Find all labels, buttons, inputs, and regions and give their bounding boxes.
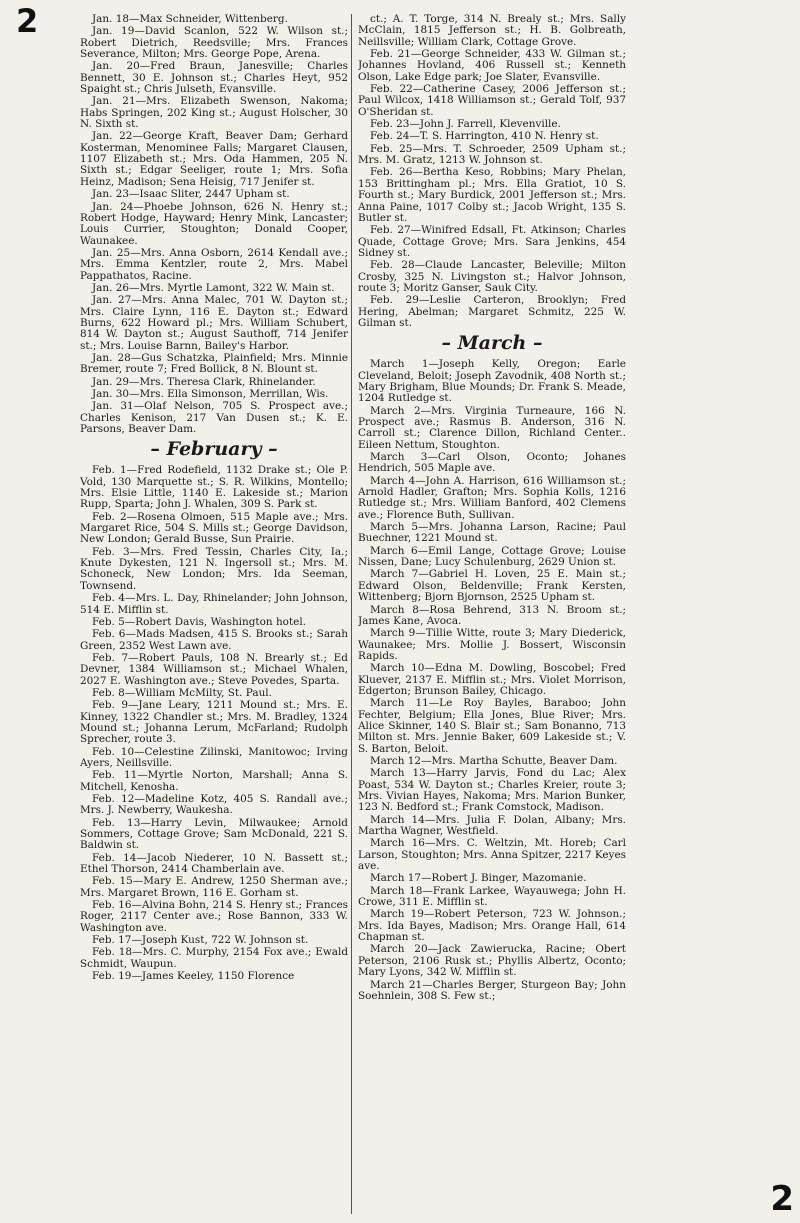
entry-jan-28: Jan. 28—Gus Schatzka, Plainfield; Mrs. Minnie Bremer, route 7; Fred Bollick, 8 N. Blount st. bbox=[80, 351, 348, 376]
entry-mar-17: March 17—Robert J. Binger, Mazomanie. bbox=[370, 872, 587, 885]
entry-jan-19: Jan. 19—David Scanlon, 522 W. Wilson st.; Robert Dietrich, Reedsville; Mrs. Frances Severance, Milton; Mrs. George Pope, Arena. bbox=[80, 25, 348, 61]
entry-feb-26: Feb. 26—Bertha Keso, Robbins; Mary Phelan, 153 Brittingham pl.; Mrs. Ella Gratiot, 10 S. Fourth st.; Mary Burdick, 2001 Jefferson st.; Mrs. Anna Paine, 1017 Colby st.; Jacob Wright, 135 S. Butler st. bbox=[358, 166, 626, 224]
entry-mar-2: March 2—Mrs. Virginia Turneaure, 166 N. Prospect ave.; Rasmus B. Anderson, 316 N. Carroll st.; Clarence Dillon, Richland Center.. Eileen Nettum, Stoughton. bbox=[358, 404, 626, 451]
entry-mar-20: March 20—Jack Zawierucka, Racine; Obert Peterson, 2106 Rusk st.; Phyllis Albertz, Oconto; Mary Lyons, 342 W. Mifflin st. bbox=[358, 943, 626, 979]
march-entries bbox=[358, 359, 626, 1002]
entry-jan-24: Jan. 24—Phoebe Johnson, 626 N. Henry st.; Robert Hodge, Hayward; Henry Mink, Lancaster; Louis Currier, Stoughton; Donald Cooper, Waunakee. bbox=[80, 200, 348, 247]
right-column bbox=[358, 14, 626, 1219]
entry-feb-10: Feb. 10—Celestine Zilinski, Manitowoc; Irving Ayers, Neillsville. bbox=[80, 745, 348, 769]
entry-mar-14: March 14—Mrs. Julia F. Dolan, Albany; Mrs. Martha Wagner, Westfield. bbox=[358, 813, 626, 838]
entry-feb-1: Feb. 1—Fred Rodefield, 1132 Drake st.; Ole P. Vold, 130 Marquette st.; S. R. Wilkins, Montello; Mrs. Elsie Little, 1140 E. Lakeside st.; Marion Rupp, Sparta; John J. Whalen, 309 S. Park st. bbox=[80, 464, 348, 511]
entry-feb-29: Feb. 29—Leslie Carteron, Brooklyn; Fred Hering, Abelman; Margaret Schmitz, 225 W. Gilman st. bbox=[358, 294, 626, 329]
entry-feb-18: Feb. 18—Mrs. C. Murphy, 2154 Fox ave.; Ewald Schmidt, Waupun. bbox=[80, 946, 348, 970]
entry-feb-7: Feb. 7—Robert Pauls, 108 N. Brearly st.; Ed Devner, 1384 Williamson st.; Michael Whalen, 2027 E. Washington ave.; Steve Povedes, Sparta. bbox=[80, 651, 348, 687]
entry-jan-23: Jan. 23—Isaac Sliter, 2447 Upham st. bbox=[92, 188, 290, 201]
entry-mar-19: March 19—Robert Peterson, 723 W. Johnson.; Mrs. Ida Bayes, Madison; Mrs. Orange Hall, 614 Chapman st. bbox=[358, 908, 626, 944]
entry-jan-22: Jan. 22—George Kraft, Beaver Dam; Gerhard Kosterman, Menominee Falls; Margaret Clausen, 1107 Elizabeth st.; Mrs. Oda Hammen, 205 N. Sixth st.; Edgar Seeliger, route 1; Mrs. Sofia Heinz, Madison; Sena Heisig, 717 Jenifer st. bbox=[80, 130, 348, 188]
entry-feb-6: Feb. 6—Mads Madsen, 415 S. Brooks st.; Sarah Green, 2352 West Lawn ave. bbox=[80, 628, 348, 652]
february-continued-entries bbox=[358, 14, 626, 329]
entry-jan-31: Jan. 31—Olaf Nelson, 705 S. Prospect ave.; Charles Kenison, 217 Van Dusen st.; K. E. Parsons, Beaver Dam. bbox=[80, 400, 348, 436]
page-number: 2 bbox=[16, 2, 39, 40]
corner-page-mark: 2 bbox=[770, 1179, 794, 1219]
entry-mar-8: March 8—Rosa Behrend, 313 N. Broom st.; James Kane, Avoca. bbox=[358, 603, 626, 627]
february-entries bbox=[80, 465, 348, 982]
entry-feb-2: Feb. 2—Rosena Olmoen, 515 Maple ave.; Mrs. Margaret Rice, 504 S. Mills st.; George Davidson, New London; Gerald Busse, Sun Prairie. bbox=[80, 510, 348, 546]
entry-mar-5: March 5—Mrs. Johanna Larson, Racine; Paul Buechner, 1221 Mound st. bbox=[358, 521, 626, 545]
entry-feb-12: Feb. 12—Madeline Kotz, 405 S. Randall ave.; Mrs. J. Newberry, Waukesha. bbox=[80, 793, 348, 817]
entry-feb-19-continued: ct.; A. T. Torge, 314 N. Brealy st.; Mrs. Sally McClain, 1815 Jefferson st.; H. B. Golbreath, Neillsville; William Clark, Cottage Grove. bbox=[358, 14, 626, 48]
entry-feb-19: Feb. 19—James Keeley, 1150 Florence bbox=[92, 970, 295, 983]
entry-jan-18: Jan. 18—Max Schneider, Wittenberg. bbox=[92, 14, 288, 25]
entry-jan-20: Jan. 20—Fred Braun, Janesville; Charles Bennett, 30 E. Johnson st.; Charles Heyt, 952 Spaight st.; Chris Julseth, Evansville. bbox=[80, 60, 348, 96]
entry-feb-15: Feb. 15—Mary E. Andrew, 1250 Sherman ave.; Mrs. Margaret Brown, 116 E. Gorham st. bbox=[80, 875, 348, 899]
column-divider bbox=[351, 14, 352, 1214]
entry-mar-11: March 11—Le Roy Bayles, Baraboo; John Fechter, Belgium; Ella Jones, Blue River; Mrs. Alice Skinner, 140 S. Blair st.; Sam Bonanno, 713 Milton st. Mrs. Jennie Baker, 609 Lakeside st.; V. S. Barton, Beloit. bbox=[358, 697, 626, 755]
entry-jan-27: Jan. 27—Mrs. Anna Malec, 701 W. Dayton st.; Mrs. Claire Lynn, 116 E. Dayton st.; Edward Burns, 622 Howard pl.; Mrs. William Schubert, 814 W. Dayton st.; August Sauthoff, 714 Jenifer st.; Mrs. Louise Barnn, Bailey's Harbor. bbox=[80, 294, 348, 352]
entry-feb-17: Feb. 17—Joseph Kust, 722 W. Johnson st. bbox=[92, 934, 309, 947]
entry-feb-27: Feb. 27—Winifred Edsall, Ft. Atkinson; Charles Quade, Cottage Grove; Mrs. Sara Jenkins, 454 Sidney st. bbox=[358, 224, 626, 259]
entry-feb-24: Feb. 24—T. S. Harrington, 410 N. Henry st. bbox=[370, 130, 599, 143]
entry-jan-25: Jan. 25—Mrs. Anna Osborn, 2614 Kendall ave.; Mrs. Emma Kentzler, route 2, Mrs. Mabel Pappathatos, Racine. bbox=[80, 246, 348, 282]
entry-feb-13: Feb. 13—Harry Levin, Milwaukee; Arnold Sommers, Cottage Grove; Sam McDonald, 221 S. Baldwin st. bbox=[80, 816, 348, 852]
entry-mar-21: March 21—Charles Berger, Sturgeon Bay; John Soehnlein, 308 S. Few st.; bbox=[358, 978, 626, 1002]
entry-feb-16: Feb. 16—Alvina Bohn, 214 S. Henry st.; Frances Roger, 2117 Center ave.; Rose Bannon, 333 W. Washington ave. bbox=[80, 899, 348, 934]
entry-jan-30: Jan. 30—Mrs. Ella Simonson, Merrillan, Wis. bbox=[92, 388, 329, 400]
left-column bbox=[80, 14, 348, 1219]
february-heading: – February – bbox=[150, 438, 278, 461]
entry-mar-18: March 18—Frank Larkee, Wayauwega; John H. Crowe, 311 E. Mifflin st. bbox=[358, 884, 626, 909]
entry-mar-7: March 7—Gabriel H. Loven, 25 E. Main st.; Edward Olson, Beldenville; Frank Kersten, Wittenberg; Bjorn Bjornson, 2525 Upham st. bbox=[358, 568, 626, 604]
entry-feb-28: Feb. 28—Claude Lancaster, Beleville; Milton Crosby, 325 N. Livingston st.; Halvor Johnson, route 3; Moritz Ganser, Sauk City. bbox=[358, 259, 626, 294]
entry-mar-13: March 13—Harry Jarvis, Fond du Lac; Alex Poast, 534 W. Dayton st.; Charles Kreier, route 3; Mrs. Vivian Hayes, Nakoma; Mrs. Marion Bunker, 123 N. Bedford st.; Frank Comstock, Madison. bbox=[358, 767, 626, 814]
entry-feb-22: Feb. 22—Catherine Casey, 2006 Jefferson st.; Paul Wilcox, 1418 Williamson st.; Gerald Tolf, 937 O'Sheridan st. bbox=[358, 83, 626, 118]
entry-mar-6: March 6—Emil Lange, Cottage Grove; Louise Nissen, Dane; Lucy Schulenburg, 2629 Union st. bbox=[358, 544, 626, 569]
entry-mar-1: March 1—Joseph Kelly, Oregon; Earle Cleveland, Beloit; Joseph Zavodnik, 408 North st.; Mary Brigham, Blue Mounds; Dr. Frank S. Meade, 1204 Rutledge st. bbox=[358, 358, 626, 405]
entry-feb-14: Feb. 14—Jacob Niederer, 10 N. Bassett st.; Ethel Thorson, 2414 Chamberlain ave. bbox=[80, 851, 348, 876]
entry-mar-16: March 16—Mrs. C. Weltzin, Mt. Horeb; Carl Larson, Stoughton; Mrs. Anna Spitzer, 2217 Keyes ave. bbox=[358, 837, 626, 873]
entry-jan-26: Jan. 26—Mrs. Myrtle Lamont, 322 W. Main st. bbox=[92, 281, 335, 294]
entry-mar-3: March 3—Carl Olson, Oconto; Johanes Hendrich, 505 Maple ave. bbox=[358, 451, 626, 475]
entry-feb-11: Feb. 11—Myrtle Norton, Marshall; Anna S. Mitchell, Kenosha. bbox=[80, 769, 348, 793]
entry-jan-29: Jan. 29—Mrs. Theresa Clark, Rhinelander. bbox=[92, 375, 316, 388]
entry-feb-25: Feb. 25—Mrs. T. Schroeder, 2509 Upham st.; Mrs. M. Gratz, 1213 W. Johnson st. bbox=[358, 142, 626, 167]
january-entries bbox=[80, 14, 348, 435]
entry-feb-23: Feb. 23—John J. Farrell, Klevenville. bbox=[370, 118, 561, 131]
entry-jan-21: Jan. 21—Mrs. Elizabeth Swenson, Nakoma; Habs Springen, 202 King st.; August Holscher, 30 N. Sixth st. bbox=[80, 95, 348, 131]
entry-feb-4: Feb. 4—Mrs. L. Day, Rhinelander; John Johnson, 514 E. Mifflin st. bbox=[80, 592, 348, 616]
entry-feb-9: Feb. 9—Jane Leary, 1211 Mound st.; Mrs. E. Kinney, 1322 Chandler st.; Mrs. M. Bradley, 1324 Mound st.; Johanna Lerum, McFarland; Rudolph Sprecher, route 3. bbox=[80, 699, 348, 746]
entry-mar-4: March 4—John A. Harrison, 616 Williamson st.; Arnold Hadler, Grafton; Mrs. Sophia Kolls, 1216 Rutledge st.; Mrs. William Banford, 402 Clemens ave.; Florence Buth, Sullivan. bbox=[358, 474, 626, 521]
entry-feb-21: Feb. 21—George Schneider, 433 W. Gilman st.; Johannes Hovland, 406 Russell st.; Kenneth Olson, Lake Edge park; Joe Slater, Evansville. bbox=[358, 48, 626, 83]
entry-mar-10: March 10—Edna M. Dowling, Boscobel; Fred Kluever, 2137 E. Mifflin st.; Mrs. Violet Morrison, Edgerton; Brunson Bailey, Chicago. bbox=[358, 662, 626, 697]
entry-mar-9: March 9—Tillie Witte, route 3; Mary Diederick, Waunakee; Mrs. Mollie J. Bossert, Wisconsin Rapids. bbox=[358, 627, 626, 662]
entry-feb-3: Feb. 3—Mrs. Fred Tessin, Charles City, Ia.; Knute Dykesten, 121 N. Ingersoll st.; Mrs. M. Schoneck, New London; Mrs. Ida Seeman, Townsend. bbox=[80, 545, 348, 592]
entry-mar-12: March 12—Mrs. Martha Schutte, Beaver Dam. bbox=[370, 754, 618, 767]
march-heading: – March – bbox=[441, 332, 543, 355]
entry-feb-8: Feb. 8—William McMilty, St. Paul. bbox=[92, 686, 272, 699]
entry-feb-5: Feb. 5—Robert Davis, Washington hotel. bbox=[92, 615, 306, 628]
